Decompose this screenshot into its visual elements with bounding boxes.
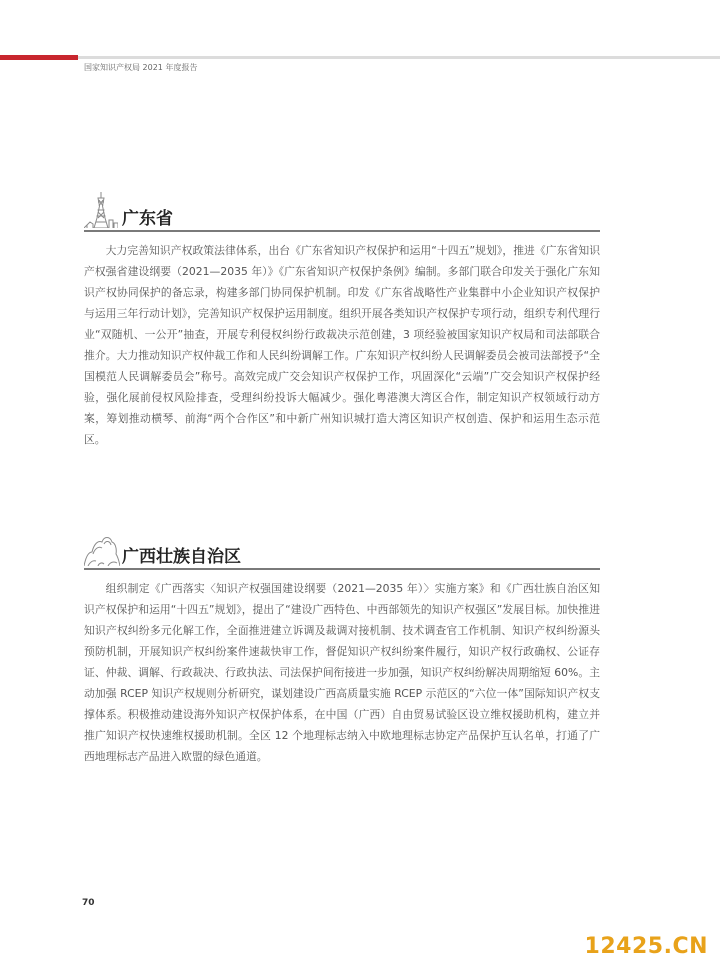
section-title: 广西壮族自治区 [122, 547, 241, 567]
site-watermark: 12425.CN [584, 934, 708, 959]
page-number: 70 [82, 898, 95, 908]
canton-tower-icon [84, 192, 118, 232]
header-accent-bar [0, 55, 78, 60]
section-body-text: 组织制定《广西落实〈知识产权强国建设纲要（2021—2035 年）〉实施方案》和《广西壮族自治区知识产权保护和运用“十四五”规划》，提出了“建设广西特色、中西部领先的知识产权强区”发展目标。加快推进知识产权纠纷多元化解工作，全面推进建立诉调及裁调对接机制、技术调查官工作机制、知识产权纠纷源头预防机制，开展知识产权纠纷案件速裁快审工作，督促知识产权纠纷案件履行，知识产权行政确权、公证存证、仲裁、调解、行政裁决、行政执法、司法保护间衔接进一步加强，知识产权纠纷解决周期缩短 60%。主动加强 RCEP 知识产权规则分析研究，谋划建设广西高质量实施 RCEP 示范区的“六位一体”国际知识产权支撑体系。积极推动建设海外知识产权保护体系，在中国（广西）自由贸易试验区设立维权援助机构，建立并推广知识产权快速维权援助机制。全区 12 个地理标志纳入中欧地理标志协定产品保护互认名单，打通了广西地理标志产品进入欧盟的绿色通道。 [84, 582, 600, 763]
section-title-underline [84, 230, 600, 232]
section-title-underline [84, 568, 600, 570]
section-guangdong [84, 196, 600, 450]
section-heading [84, 196, 600, 232]
section-title: 广东省 [122, 209, 173, 229]
karst-mountain-icon [84, 530, 120, 570]
report-header-title: 国家知识产权局 2021 年度报告 [84, 63, 198, 72]
header-rule [78, 56, 720, 59]
section-body-text: 大力完善知识产权政策法律体系，出台《广东省知识产权保护和运用“十四五”规划》，推进《广东省知识产权强省建设纲要（2021—2035 年）》《广东省知识产权保护条例》编制。多部门联合印发关于强化广东知识产权协同保护的备忘录，构建多部门协同保护机制。印发《广东省战略性产业集群中小企业知识产权保护与运用三年行动计划》，完善知识产权保护运用制度。组织开展各类知识产权保护专项行动，组织专利代理行业“双随机、一公开”抽查，开展专利侵权纠纷行政裁决示范创建，3 项经验被国家知识产权局和司法部联合推介。大力推动知识产权仲裁工作和人民纠纷调解工作。广东知识产权纠纷人民调解委员会被司法部授予“全国模范人民调解委员会”称号。高效完成广交会知识产权保护工作，巩固深化“云端”广交会知识产权保护经验，强化展前侵权风险排查，受理纠纷投诉大幅减少。强化粤港澳大湾区合作，制定知识产权领域行动方案，筹划推动横琴、前海“两个合作区”和中新广州知识城打造大湾区知识产权创造、保护和运用生态示范区。 [84, 244, 600, 446]
section-heading [84, 534, 600, 570]
section-guangxi [84, 534, 600, 767]
